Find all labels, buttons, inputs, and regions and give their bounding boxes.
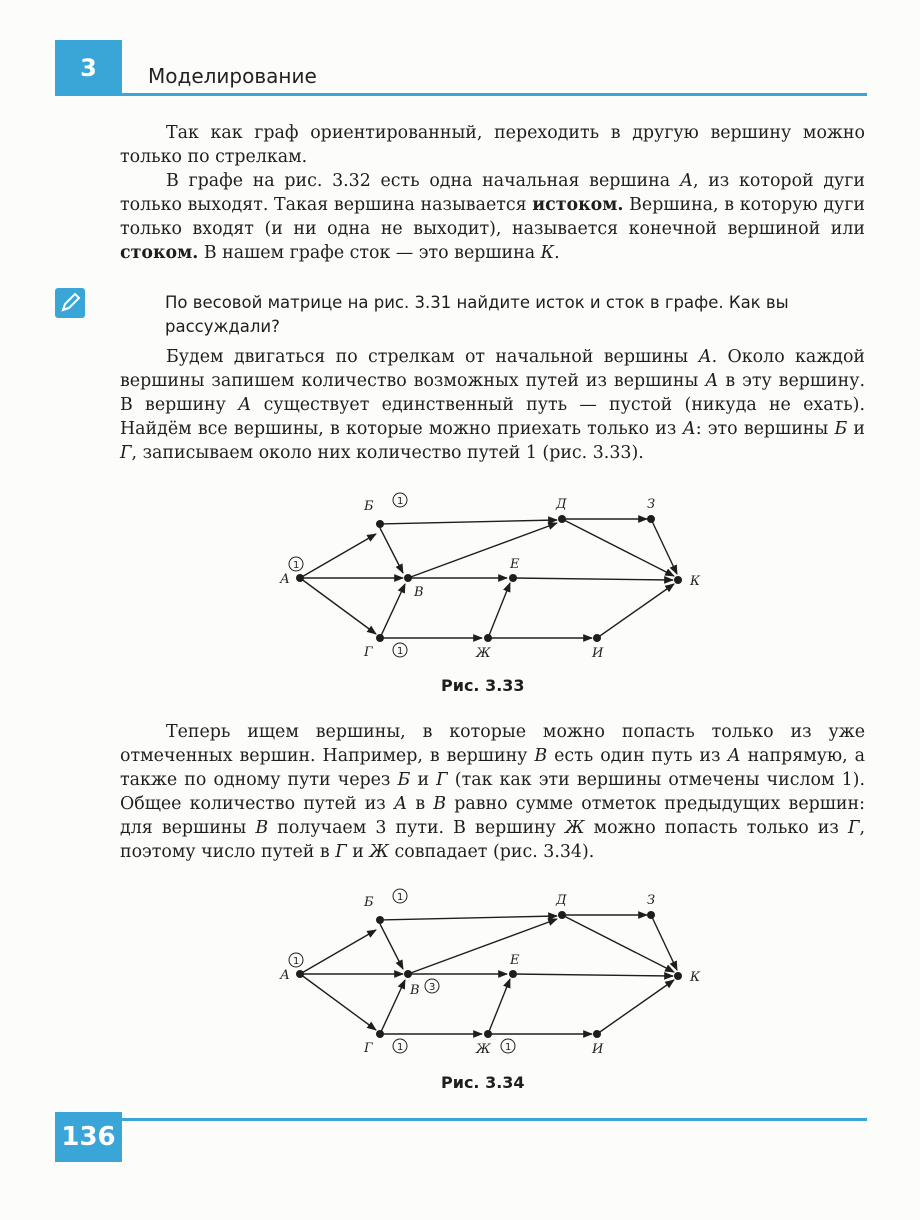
label-e: Е <box>510 557 520 572</box>
count-b: 1 <box>397 496 404 507</box>
count-g: 1 <box>397 646 404 657</box>
count-g: 1 <box>397 1042 404 1053</box>
term-source: истоком. <box>532 195 624 215</box>
vertex-g <box>376 634 384 642</box>
edge-i-k <box>597 584 674 638</box>
label-g: Г <box>364 1041 373 1054</box>
edge-zh-e <box>488 979 510 1034</box>
label-b: Б <box>364 895 374 910</box>
edge-b-d <box>380 916 557 920</box>
edge-e-k <box>513 974 673 976</box>
edge-a-g <box>300 974 376 1030</box>
chapter-title: Моделирование <box>148 64 317 88</box>
label-i: И <box>592 646 604 658</box>
vertex-b <box>376 916 384 924</box>
vertex-zh <box>484 634 492 642</box>
edge-zh-e <box>488 583 510 638</box>
count-a: 1 <box>293 956 300 967</box>
label-i: И <box>592 1042 604 1054</box>
label-z: З <box>647 497 656 512</box>
figure-3-34 <box>270 884 710 1054</box>
figure-3-34-caption: Рис. 3.34 <box>441 1073 525 1092</box>
label-d: Д <box>556 893 567 908</box>
figure-3-33-caption: Рис. 3.33 <box>441 676 525 695</box>
vertex-i <box>593 1030 601 1038</box>
edge-e-k <box>513 578 673 580</box>
figure-3-33 <box>270 488 710 658</box>
edge-a-b <box>300 930 376 974</box>
label-g: Г <box>364 645 373 658</box>
task-question: По весовой матрице на рис. 3.31 найдите исток и сток в графе. Как вы рассуждали? <box>165 293 789 336</box>
label-e: Е <box>510 953 520 968</box>
header-rule <box>122 93 867 96</box>
vertex-v <box>404 970 412 978</box>
edge-d-k <box>562 519 674 576</box>
vertex-z <box>647 911 655 919</box>
vertex-zh <box>484 1030 492 1038</box>
label-v: В <box>414 585 424 600</box>
label-k: К <box>690 970 701 985</box>
footer-rule <box>122 1118 867 1121</box>
edge-v-d <box>408 919 557 974</box>
vertex-v <box>404 574 412 582</box>
vertex-k <box>674 972 682 980</box>
paragraph-count-paths: Будем двигаться по стрелкам от начальной вершины А. Около каждой вершины запишем количество возможных путей из вершины А в эту вершину. В вершину А существует единственный путь — пустой (никуда не ехать). Найдём все вершины, в которые можно приехать только из А: это вершины Б и Г, записываем около них количество путей 1 (рис. 3.33). <box>120 347 866 463</box>
label-k: К <box>690 574 701 589</box>
vertex-z <box>647 515 655 523</box>
vertex-a <box>296 574 304 582</box>
pencil-icon <box>55 288 85 318</box>
vertex-e <box>509 574 517 582</box>
label-d: Д <box>556 497 567 512</box>
chapter-number-tab: 3 <box>55 40 122 96</box>
label-z: З <box>647 893 656 908</box>
label-zh: Ж <box>476 1042 491 1054</box>
edge-b-v <box>380 924 403 969</box>
vertex-e <box>509 970 517 978</box>
count-zh: 1 <box>505 1042 512 1053</box>
edge-b-d <box>380 520 557 524</box>
edge-g-v <box>380 584 405 638</box>
paragraph-source-sink: В графе на рис. 3.32 есть одна начальная вершина А, из которой дуги только выходят. Такая вершина называется истоком. Вершина, в которую дуги только входят (и ни одна не выходит), называется конечной вершиной или стоком. В нашем графе сток — это вершина К. <box>120 171 865 263</box>
vertex-i <box>593 634 601 642</box>
term-sink: стоком. <box>120 243 199 263</box>
paragraph-sum-paths: Теперь ищем вершины, в которые можно попасть только из уже отмеченных вершин. Например, в вершину В есть один путь из А напрямую, а также по одному пути через Б и Г (так как эти вершины отмечены числом 1). Общее количество путей из А в В равно сумме отметок предыдущих вершин: для вершины В получаем 3 пути. В вершину Ж можно попасть только из Г, поэтому число путей в Г и Ж совпадает (рис. 3.34). <box>120 722 865 862</box>
vertex-d <box>558 515 566 523</box>
vertex-b <box>376 520 384 528</box>
edge-d-k <box>562 915 674 972</box>
edge-a-b <box>300 534 376 578</box>
vertex-k <box>674 576 682 584</box>
vertex-d <box>558 911 566 919</box>
vertex-g <box>376 1030 384 1038</box>
label-b: Б <box>364 499 374 514</box>
label-v: В <box>410 983 420 998</box>
page-number: 136 <box>55 1112 122 1162</box>
edge-a-g <box>300 578 376 634</box>
count-a: 1 <box>293 560 300 571</box>
edge-b-v <box>380 528 403 573</box>
edge-g-v <box>380 980 405 1034</box>
vertex-a <box>296 970 304 978</box>
count-v: 3 <box>429 982 436 993</box>
label-a: А <box>280 572 290 587</box>
edge-i-k <box>597 980 674 1034</box>
edge-v-d <box>408 523 557 578</box>
label-a: А <box>280 968 290 983</box>
paragraph-directed-graph: Так как граф ориентированный, переходить в другую вершину можно только по стрелкам. <box>120 123 865 167</box>
label-zh: Ж <box>476 646 491 658</box>
count-b: 1 <box>397 892 404 903</box>
